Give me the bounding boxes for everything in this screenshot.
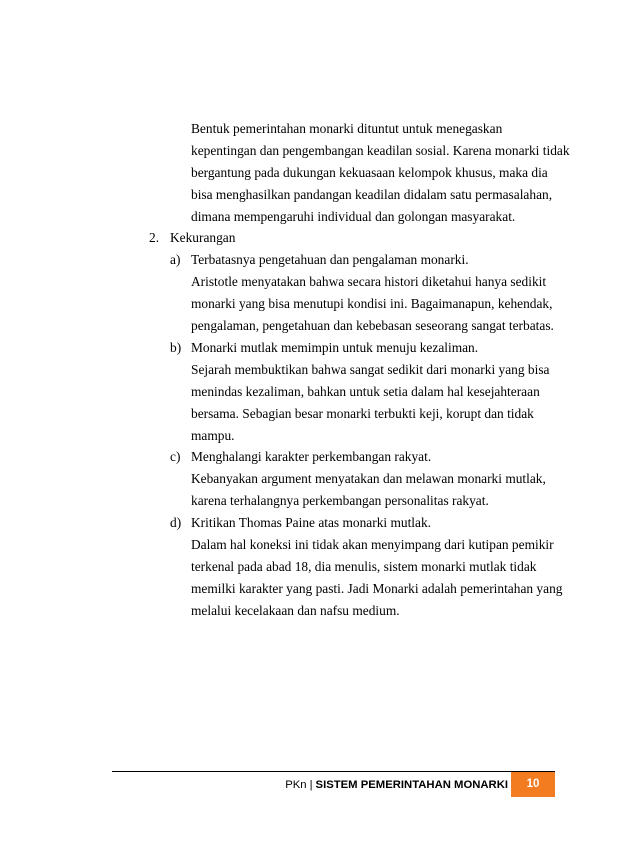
- intro-line: dimana mempengaruhi individual dan golongan masyarakat.: [191, 209, 516, 224]
- item-title: Terbatasnya pengetahuan dan pengalaman monarki.: [191, 252, 469, 267]
- footer-label: [285, 774, 508, 796]
- footer-rule: [112, 771, 555, 772]
- item-line: Kebanyakan argument menyatakan dan melawan monarki mutlak,: [191, 471, 546, 486]
- item-line: pengalaman, pengetahuan dan kebebasan seseorang sangat terbatas.: [191, 318, 554, 333]
- item-line: Sejarah membuktikan bahwa sangat sedikit dari monarki yang bisa: [191, 362, 550, 377]
- item-marker: d): [170, 515, 182, 530]
- item-line: karena terhalangnya perkembangan personalitas rakyat.: [191, 493, 489, 508]
- page-number-badge: 10: [511, 772, 555, 797]
- item-title: Monarki mutlak memimpin untuk menuju kezaliman.: [191, 340, 479, 355]
- item-line: memilki karakter yang pasti. Jadi Monarki adalah pemerintahan yang: [191, 581, 563, 596]
- item-title: Kritikan Thomas Paine atas monarki mutlak.: [191, 515, 431, 530]
- item-line: monarki yang bisa menutupi kondisi ini. Bagaimanapun, kehendak,: [191, 296, 553, 311]
- item-line: mampu.: [191, 428, 235, 443]
- section-number: 2.: [149, 230, 160, 245]
- intro-line: kepentingan dan pengembangan keadilan sosial. Karena monarki tidak: [191, 143, 570, 158]
- footer-title: SISTEM PEMERINTAHAN MONARKI: [315, 779, 508, 791]
- intro-line: Bentuk pemerintahan monarki dituntut untuk menegaskan: [191, 121, 503, 136]
- item-line: Dalam hal koneksi ini tidak akan menyimpang dari kutipan pemikir: [191, 537, 554, 552]
- item-marker: b): [170, 340, 182, 355]
- item-marker: a): [170, 252, 181, 267]
- item-line: menindas kezaliman, bahkan untuk setia dalam hal kesejahteraan: [191, 384, 540, 399]
- item-line: Aristotle menyatakan bahwa secara histori diketahui hanya sedikit: [191, 274, 547, 289]
- intro-line: bisa menghasilkan pandangan keadilan didalam satu permasalahan,: [191, 187, 553, 202]
- footer-separator: |: [309, 779, 313, 791]
- item-line: bersama. Sebagian besar monarki terbukti keji, korupt dan tidak: [191, 406, 534, 421]
- intro-line: bergantung pada dukungan kekuasaan kelompok khusus, maka dia: [191, 165, 548, 180]
- item-marker: c): [170, 449, 181, 464]
- section-title: Kekurangan: [170, 230, 236, 245]
- item-line: terkenal pada abad 18, dia menulis, sistem monarki mutlak tidak: [191, 559, 537, 574]
- item-title: Menghalangi karakter perkembangan rakyat.: [191, 449, 432, 464]
- item-line: melalui kecelakaan dan nafsu medium.: [191, 603, 400, 618]
- footer-subject: PKn: [285, 779, 307, 791]
